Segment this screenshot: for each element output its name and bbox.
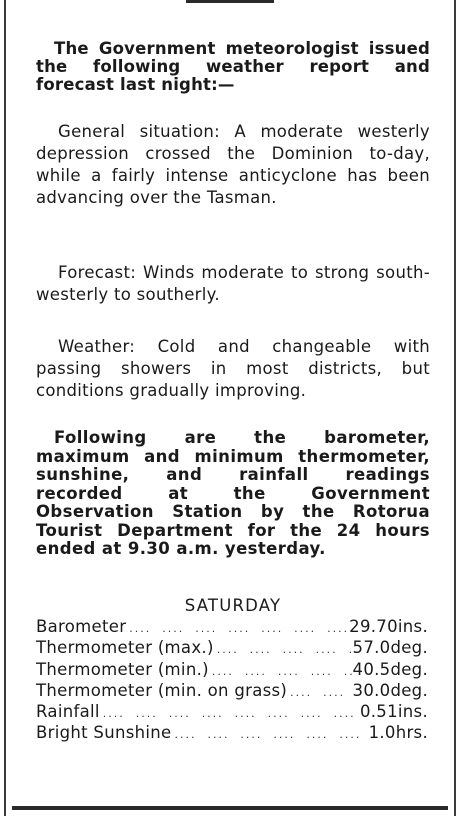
reading-value: 57.0deg. [352, 638, 428, 658]
forecast-paragraph: Forecast: Winds moderate to strong south-westerly to southerly. [36, 263, 430, 304]
top-rule [186, 0, 274, 3]
reading-value: 1.0hrs. [368, 723, 428, 743]
readings-day-heading: SATURDAY [184, 596, 282, 615]
reading-label: Thermometer (max.) [36, 638, 214, 658]
reading-row-thermometer-max [36, 638, 428, 659]
leader-dots [209, 665, 353, 678]
reading-label: Thermometer (min. on grass) [36, 680, 288, 700]
leader-dots [171, 728, 368, 741]
reading-label: Rainfall [36, 702, 100, 722]
reading-value: 0.51ins. [359, 702, 428, 722]
readings-table [36, 617, 428, 745]
reading-row-barometer [36, 617, 428, 638]
reading-row-bright-sunshine [36, 723, 428, 744]
left-column-rule [4, 0, 6, 816]
reading-label: Barometer [36, 617, 127, 636]
reading-value: 40.5deg. [352, 659, 428, 679]
right-column-rule [454, 0, 456, 816]
readings-intro-paragraph: Following are the barometer, maximum and minimum thermometer, sunshine, and rainfall readings recorded at the Government Observation Station by the Rotorua Tourist Department for the 24 hours ended at 9.30 a.m. yesterday. [36, 428, 430, 558]
leader-dots [287, 686, 352, 699]
reading-label: Bright Sunshine [36, 723, 172, 743]
leader-dots [100, 707, 360, 720]
leader-dots [126, 622, 349, 635]
general-situation-paragraph: General situation: A moderate westerly depression crossed the Dominion to-day, while a fairly intense anticyclone has been advancing over the Tasman. [36, 122, 430, 207]
lead-paragraph: The Government meteorologist issued the following weather report and forecast last night:— [36, 39, 430, 94]
leader-dots [214, 643, 353, 656]
reading-row-rainfall [36, 702, 428, 723]
weather-paragraph: Weather: Cold and changeable with passing showers in most districts, but conditions gradually improving. [36, 337, 430, 400]
reading-value: 29.70ins. [349, 617, 428, 636]
bottom-rule [12, 806, 448, 810]
reading-label: Thermometer (min.) [36, 659, 209, 679]
reading-value: 30.0deg. [352, 680, 428, 700]
reading-row-thermometer-min [36, 660, 428, 681]
reading-row-thermometer-grass [36, 681, 428, 702]
